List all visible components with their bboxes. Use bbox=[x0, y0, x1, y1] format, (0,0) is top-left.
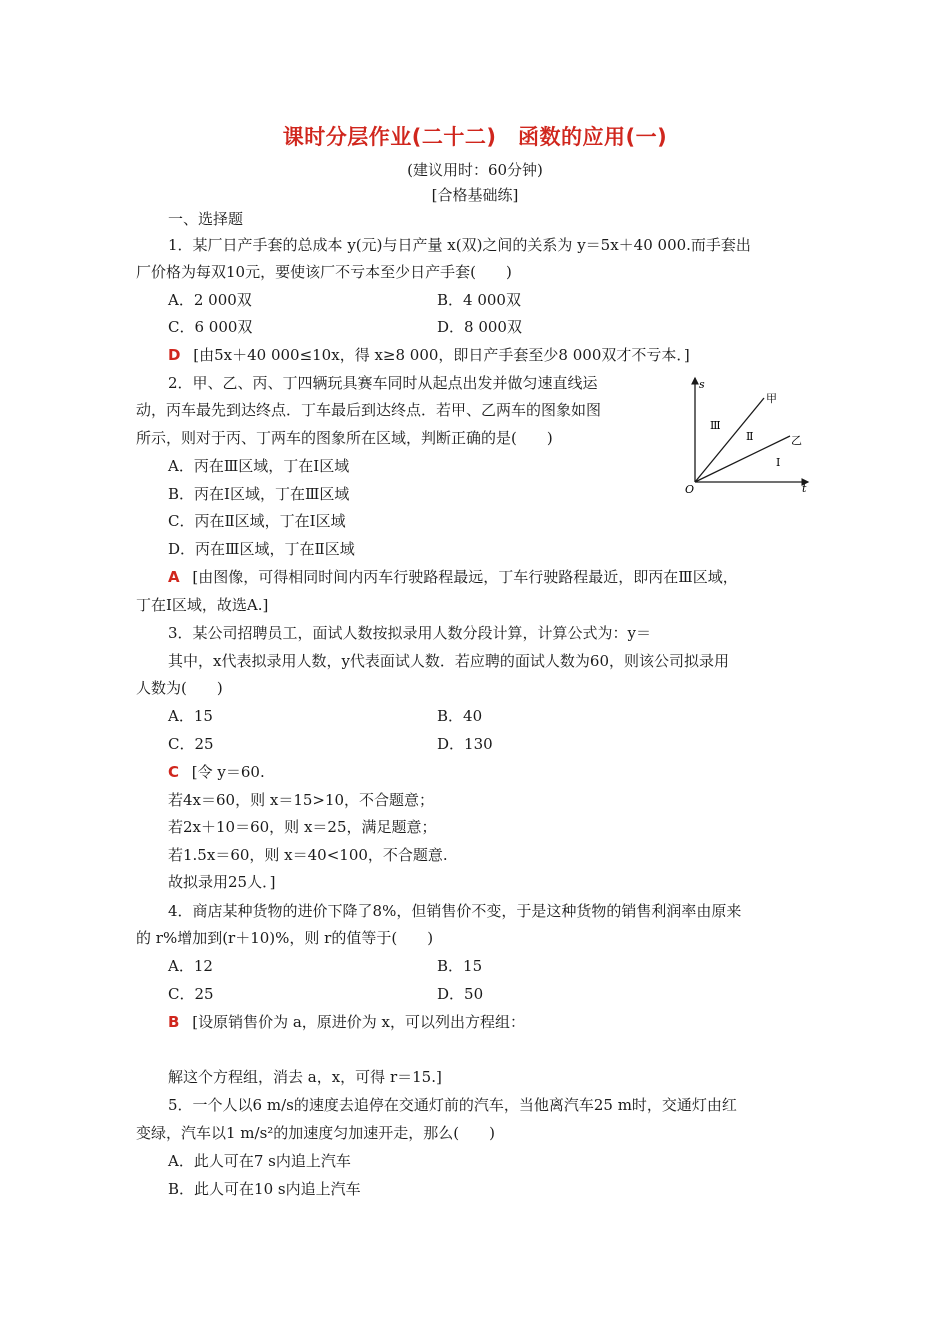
q2-option-b: B．丙在Ⅰ区域，丁在Ⅲ区域 bbox=[168, 485, 350, 503]
q4-option-b: B．15 bbox=[437, 957, 483, 975]
q2-text-line2: 动，丙车最先到达终点．丁车最后到达终点．若甲、乙两车的图象如图 bbox=[136, 401, 602, 419]
q3-text-line2: 其中，x代表拟录用人数，y代表面试人数．若应聘的面试人数为60，则该公司拟录用 bbox=[168, 652, 730, 670]
t-axis-label: t bbox=[802, 482, 807, 495]
q4-text-line1: 4．商店某种货物的进价下降了8%，但销售价不变，于是这种货物的销售利润率由原来 bbox=[168, 902, 742, 920]
origin-label: O bbox=[685, 483, 695, 496]
q1-option-a: A．2 000双 bbox=[168, 291, 252, 309]
q3-option-b: B．40 bbox=[437, 707, 483, 725]
q3-option-a: A．15 bbox=[168, 707, 213, 725]
motion-graph-figure bbox=[680, 370, 815, 505]
q2-explanation-line2: 丁在Ⅰ区域，故选A.] bbox=[136, 596, 269, 614]
q1-option-b: B．4 000双 bbox=[437, 291, 521, 309]
q3-explanation-line2: 若4x＝60，则 x＝15>10，不合题意； bbox=[168, 791, 435, 809]
line-jia bbox=[695, 398, 764, 482]
q3-text-line3: 人数为( ) bbox=[136, 679, 223, 697]
s-axis-label: s bbox=[699, 378, 705, 391]
q1-explanation: [由5x＋40 000≤10x，得 x≥8 000，即日产手套至少8 000双才不亏本．] bbox=[193, 346, 690, 364]
yi-label: 乙 bbox=[791, 434, 802, 447]
q2-option-c: C．丙在Ⅱ区域，丁在Ⅰ区域 bbox=[168, 512, 346, 530]
q1-option-d: D．8 000双 bbox=[437, 318, 522, 336]
q3-explanation-line3: 若2x＋10＝60，则 x＝25，满足题意； bbox=[168, 818, 437, 836]
q3-option-d: D．130 bbox=[437, 735, 493, 753]
q5-text-line2: 变绿，汽车以1 m/s²的加速度匀加速开走，那么( ) bbox=[136, 1124, 496, 1142]
q3-explanation-line4: 若1.5x＝60，则 x＝40<100，不合题意. bbox=[168, 846, 448, 864]
q5-option-a: A．此人可在7 s内追上汽车 bbox=[168, 1152, 351, 1170]
q1-answer-letter: D bbox=[168, 346, 181, 364]
q4-answer-line bbox=[168, 1013, 525, 1031]
q3-answer-letter: C bbox=[168, 763, 180, 781]
q2-option-d: D．丙在Ⅲ区域，丁在Ⅱ区域 bbox=[168, 540, 355, 558]
region-1-label: Ⅰ bbox=[776, 456, 781, 469]
part-heading: 一、选择题 bbox=[168, 210, 244, 228]
q4-answer-letter: B bbox=[168, 1013, 180, 1031]
q3-explanation-line1: [令 y＝60. bbox=[191, 763, 265, 781]
q4-explanation-line1: [设原销售价为 a，原进价为 x，可以列出方程组： bbox=[192, 1013, 526, 1031]
q2-explanation-line1: [由图像，可得相同时间内丙车行驶路程最远，丁车行驶路程最近，即丙在Ⅲ区域， bbox=[192, 568, 738, 586]
q2-text-line3: 所示，则对于丙、丁两车的图象所在区域，判断正确的是( ) bbox=[136, 429, 553, 447]
q1-option-c: C．6 000双 bbox=[168, 318, 253, 336]
q2-answer-line bbox=[168, 568, 738, 586]
q4-text-line2: 的 r%增加到(r＋10)%，则 r的值等于( ) bbox=[136, 929, 434, 947]
region-3-label: Ⅲ bbox=[710, 419, 721, 432]
q3-option-c: C．25 bbox=[168, 735, 214, 753]
q4-option-c: C．25 bbox=[168, 985, 214, 1003]
region-2-label: Ⅱ bbox=[746, 430, 754, 443]
q2-option-a: A．丙在Ⅲ区域，丁在Ⅰ区域 bbox=[168, 457, 350, 475]
q3-answer-line bbox=[168, 763, 265, 781]
q2-answer-letter: A bbox=[168, 568, 180, 586]
q3-text-line1: 3．某公司招聘员工，面试人数按拟录用人数分段计算，计算公式为：y＝ bbox=[168, 624, 652, 642]
q1-text-line1: 1．某厂日产手套的总成本 y(元)与日产量 x(双)之间的关系为 y＝5x＋40 000.而手套出 bbox=[168, 236, 751, 254]
q4-option-d: D．50 bbox=[437, 985, 484, 1003]
time-suggestion: (建议用时：60分钟) bbox=[407, 161, 543, 179]
q5-option-b: B．此人可在10 s内追上汽车 bbox=[168, 1180, 361, 1198]
page-title: 课时分层作业(二十二) 函数的应用(一) bbox=[282, 125, 668, 149]
q3-explanation-line5: 故拟录用25人．] bbox=[168, 873, 276, 891]
q1-answer-line bbox=[168, 346, 690, 364]
q4-explanation-line2: 解这个方程组，消去 a，x，可得 r＝15.] bbox=[168, 1068, 442, 1086]
section-label: [合格基础练] bbox=[431, 186, 519, 204]
q2-text-line1: 2．甲、乙、丙、丁四辆玩具赛车同时从起点出发并做匀速直线运 bbox=[168, 374, 598, 392]
q5-text-line1: 5．一个人以6 m/s的速度去追停在交通灯前的汽车，当他离汽车25 m时，交通灯由红 bbox=[168, 1096, 737, 1114]
q1-text-line2: 厂价格为每双10元，要使该厂不亏本至少日产手套( ) bbox=[136, 263, 512, 281]
q4-option-a: A．12 bbox=[168, 957, 213, 975]
jia-label: 甲 bbox=[766, 392, 777, 405]
